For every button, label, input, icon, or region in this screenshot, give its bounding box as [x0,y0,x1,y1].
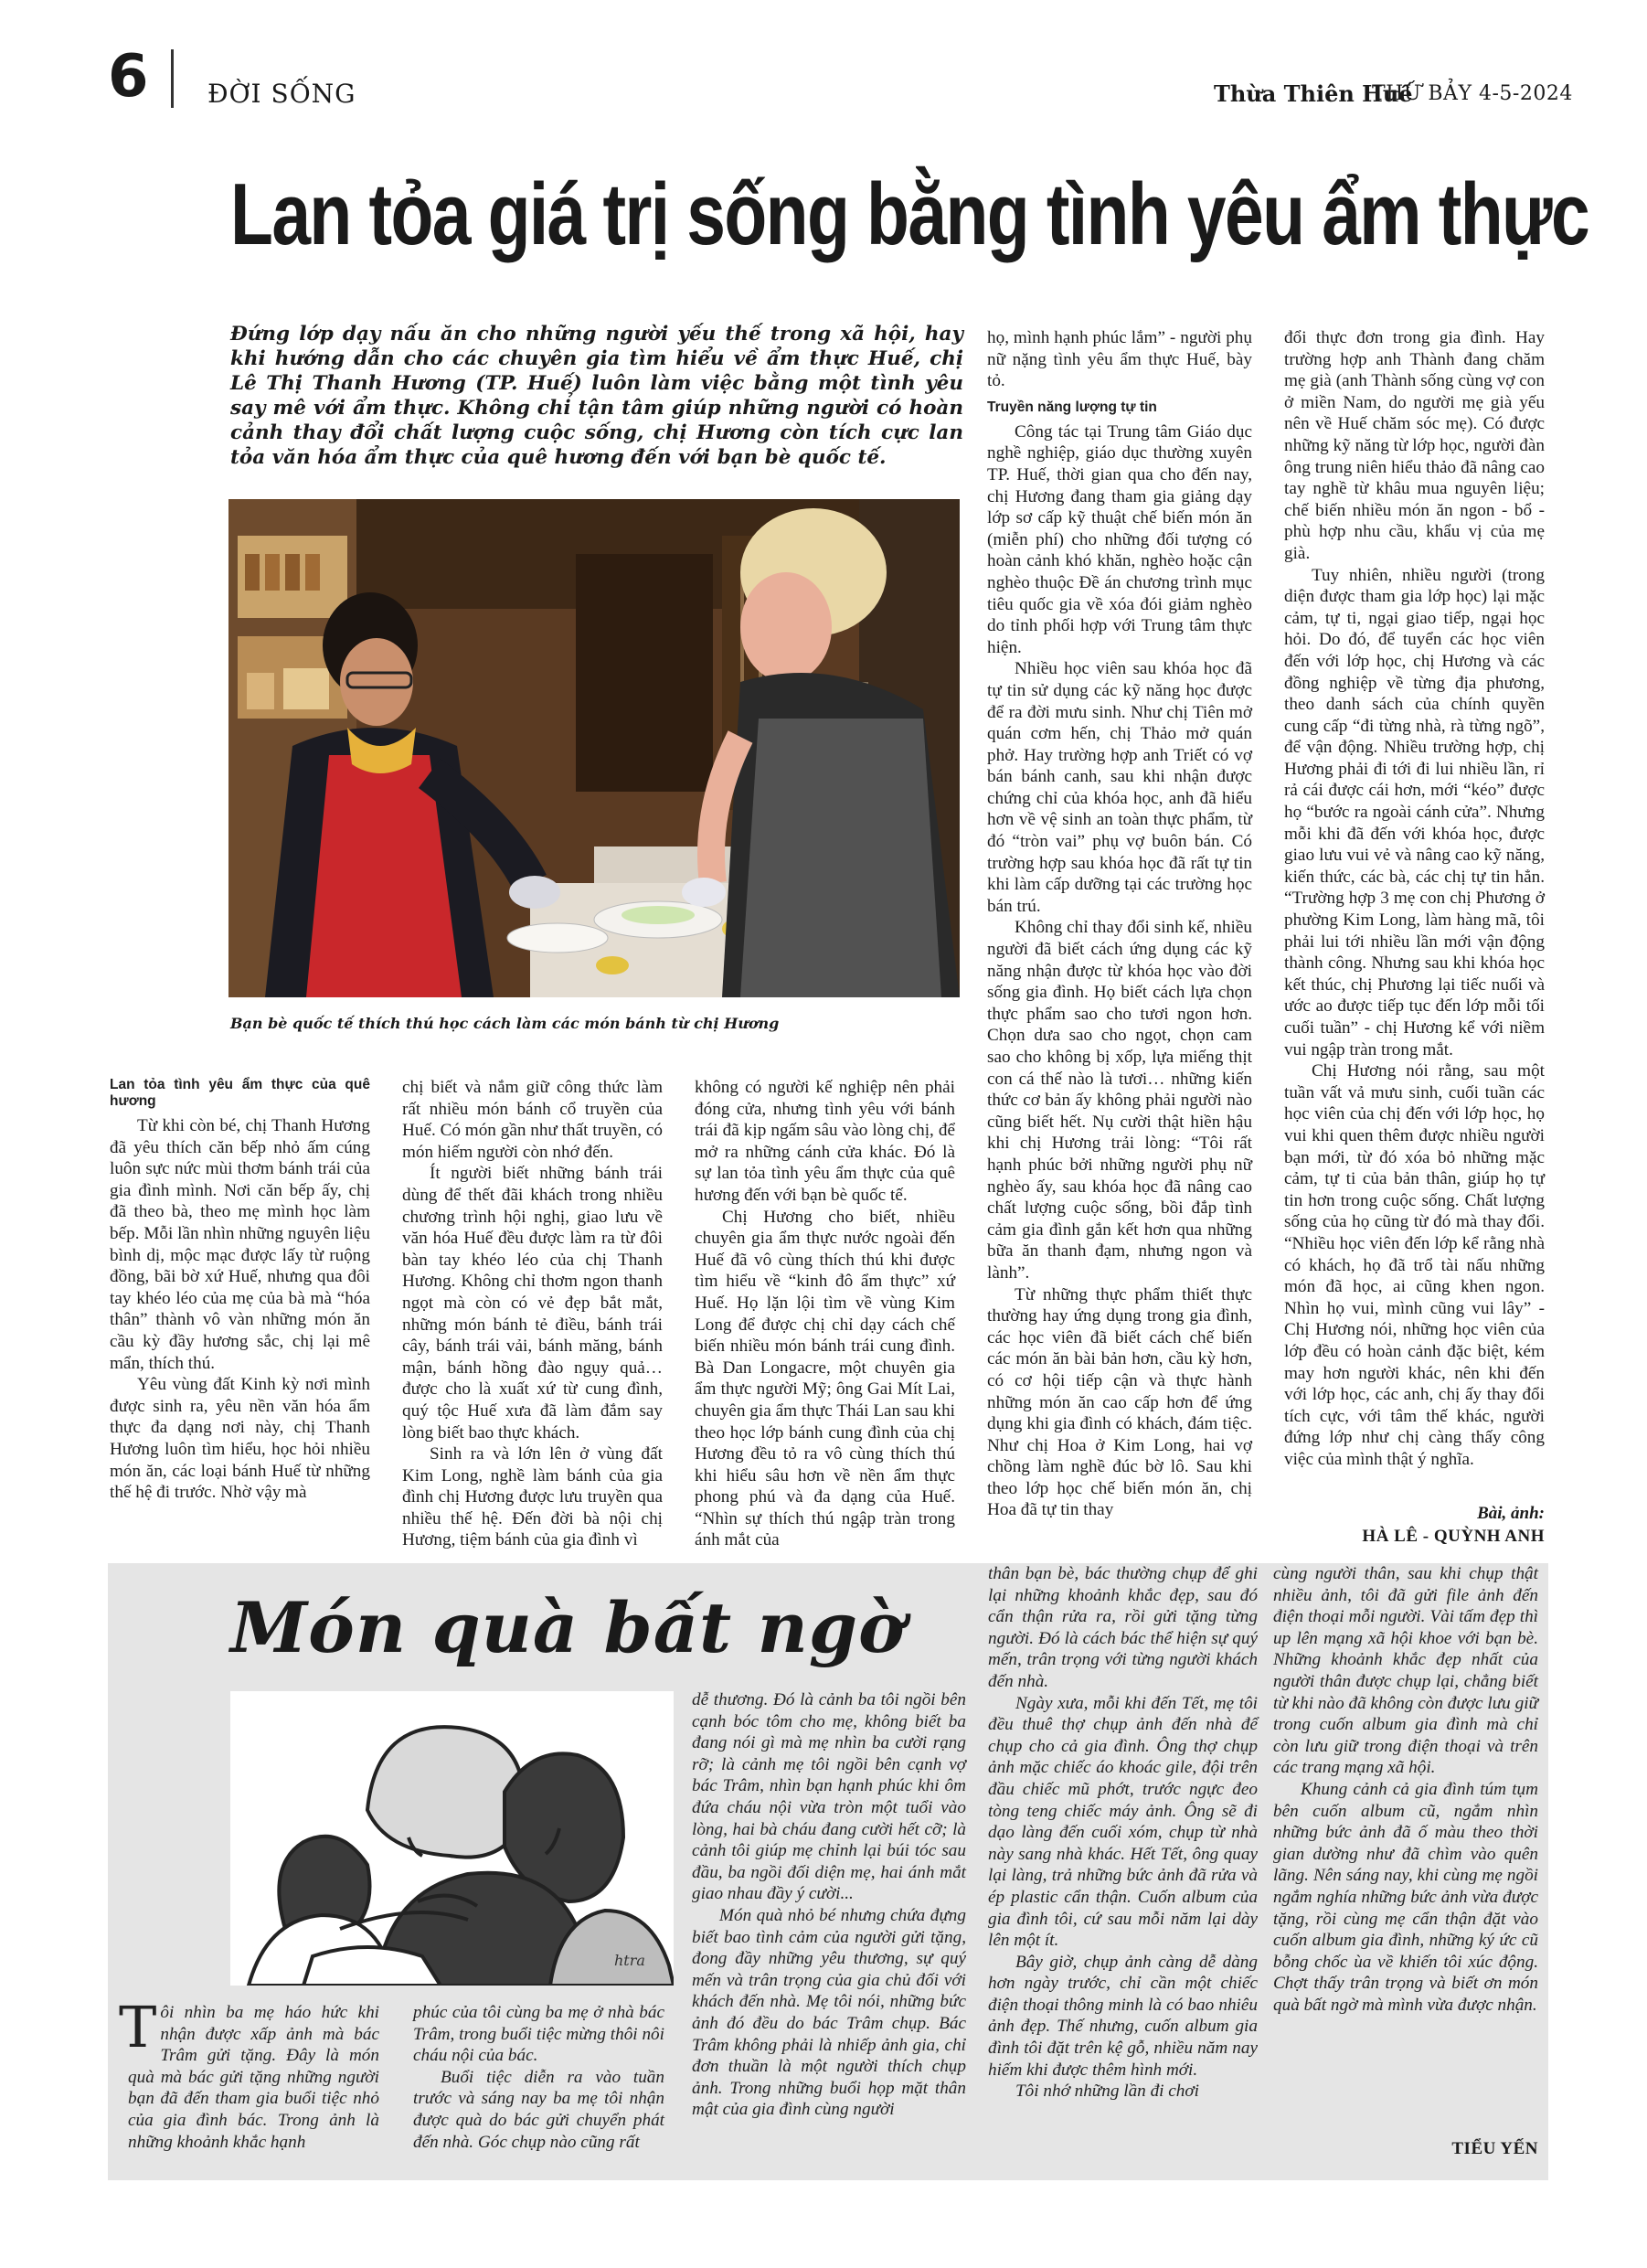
paragraph: Không chỉ thay đổi sinh kế, nhiều người đã biết cách ứng dụng các kỹ năng nhận được từ khóa học vào đời sống gia đình. Họ biết cách lựa chọn thực phẩm sao cho tươi ngon hơn. Chọn dưa sao cho ngọt, chọn cam sao cho không bị xốp, lựa miếng thịt con cá thế nào là tươi… những kiến thức cơ bản ấy không phải người nào cũng biết hết. Nụ cười thật hiền hậu khi chị Hương trải lòng: “Tôi rất hạnh phúc bởi những người phụ nữ nghèo ấy, sau khóa học đã nâng cao chất lượng cuộc sống, bồi đắp tình cảm gia đình gắn kết hơn qua những bữa ăn thanh đạm, nhưng ngon và lành”. [987,918,1252,1283]
paragraph: Chị Hương cho biết, nhiều chuyên gia ẩm thực nước ngoài đến Huế đã vô cùng thích thú khi được tìm hiểu về “kinh đô ẩm thực” xứ Huế. Họ lặn lội tìm về vùng Kim Long để được chị chỉ dạy cách chế biến nhiều món bánh trái cung đình. Bà Dan Longacre, một chuyên gia ẩm thực người Mỹ; ông Gai Mít Lai, chuyên gia ẩm thực Thái Lan sau khi theo học lớp bánh cung đình của chị Hương đều tỏ ra vô cùng thích thú khi hiểu sâu hơn về nền ẩm thực phong phú và đa dạng của Huế. “Nhìn sự thích thú ngập tràn trong ánh mắt của [695,1207,955,1550]
paragraph: Ít người biết những bánh trái dùng để thết đãi khách trong nhiều chương trình hội nghị, giao lưu về văn hóa Huế đều được làm ra từ đôi bàn tay khéo léo của chị Thanh Hương. Không chỉ thơm ngon thanh ngọt mà còn có vẻ đẹp bắt mắt, những món bánh tẻ điều, bánh trái cây, bánh trái vải, bánh măng, bánh mận, bánh hồng đào ngụy quả… được cho là xuất xứ từ cung đình, quý tộc Huế xưa đã làm đắm say lòng biết bao thực khách. [402,1164,663,1443]
paragraph: dễ thương. Đó là cảnh ba tôi ngồi bên cạnh bóc tôm cho mẹ, không biết ba đang nói gì mà mẹ nhìn ba cười rạng rỡ; là cảnh mẹ tôi ngồi bên cạnh vợ bác Trâm, nhìn bạn hạnh phúc khi ôm đứa cháu nội vừa tròn một tuổi vào lòng, hai bà cháu đang cười hết cỡ; là cảnh tôi giúp mẹ chỉnh lại búi tóc sau đầu, ba ngồi đối diện mẹ, hai ánh mắt giao nhau đầy ý cười... [692,1690,966,1904]
article-column-5 [1284,327,1545,1470]
article-lead: Đứng lớp dạy nấu ăn cho những người yếu thế trong xã hội, hay khi hướng dẫn cho các chuyên gia tìm hiểu về ẩm thực Huế, chị Lê Thị Thanh Hương (TP. Huế) luôn làm việc bằng một tình yêu say mê với ẩm thực. Không chỉ tận tâm giúp những người có hoàn cảnh thay đổi chất lượng cuộc sống, chị Hương còn tích cực lan tỏa văn hóa ẩm thực của quê hương đến với bạn bè quốc tế. [230,323,963,469]
feature-column-3 [692,1689,966,2121]
paragraph: chị biết và nắm giữ công thức làm rất nhiều món bánh cổ truyền của Huế. Có món gần như thất truyền, có món hiếm người còn nhớ đến. [402,1078,663,1162]
subhead-confidence: Truyền năng lượng tự tin [987,399,1157,415]
paragraph: Công tác tại Trung tâm Giáo dục nghề nghiệp, giáo dục thường xuyên TP. Huế, thời gian qua cho đến nay, chị Hương đang tham gia giảng dạy lớp sơ cấp kỹ thuật chế biến món ăn (miễn phí) cho những đối tượng có hoàn cảnh khó khăn, nghèo hoặc cận nghèo thuộc Đề án chương trình mục tiêu quốc gia về xóa đói giảm nghèo do tỉnh phối hợp với Trung tâm thực hiện. [987,421,1252,657]
paragraph: Sinh ra và lớn lên ở vùng đất Kim Long, nghề làm bánh của gia đình chị Hương được lưu truyền qua nhiều thế hệ. Đến đời bà nội chị Hương, tiệm bánh của gia đình vì [402,1444,663,1550]
byline-names: HÀ LÊ - QUỲNH ANH [1362,1527,1545,1546]
feature-column-1 [119,1994,379,2153]
main-photo [228,499,960,997]
paragraph: Tôi nhớ những lần đi chơi [1015,2082,1199,2102]
paragraph: Từ những thực phẩm thiết thực thường hay ứng dụng trong gia đình, các học viên đã biết cách chế biến các món ăn bài bản hơn, cầu kỳ hơn, có cơ hội tiếp cận và thực hành những món ăn cao cấp hơn để ứng dụng khi gia đình có khách, đám tiệc. Như chị Hoa ở Kim Long, hai vợ chồng làm nghề đúc bờ lô. Sau khi theo lớp học chế biến món ăn, chị Hoa đã tự tin thay [987,1284,1252,1520]
article-column-3 [695,1077,955,1551]
paragraph: Nhiều học viên sau khóa học đã tự tin sử dụng các kỹ năng học được để ra đời mưu sinh. Như chị Tiên mở quán cơm hến, chị Thảo mở quán phở. Hay trường hợp anh Triết có vợ bán bánh canh, sau khi nhận được chứng chỉ của khóa học, anh đã hiểu hơn về vệ sinh an toàn thực phẩm, từ đó “tròn vai” phụ vợ buôn bán. Có trường hợp sau khóa học đã rất tự tin khi làm cấp dưỡng tại các trường học bán trú. [987,659,1252,916]
paragraph: thân bạn bè, bác thường chụp để ghi lại những khoảnh khắc đẹp, sau đó cẩn thận rửa ra, rồi gửi tặng từng người. Đó là cách bác thể hiện sự quý mến, trân trọng với từng người khách đến nhà. [988,1564,1258,1691]
article-column-2 [402,1077,663,1551]
paragraph: Buổi tiệc diễn ra vào tuần trước và sáng nay ba mẹ tôi nhận được quà do bác gửi chuyển phát đến nhà. Góc chụp nào cũng rất [413,2067,664,2152]
paragraph: Yêu vùng đất Kinh kỳ nơi mình được sinh ra, yêu nền văn hóa ẩm thực đa dạng nơi này, chị Thanh Hương luôn tìm hiểu, học hỏi nhiều món ăn, các loại bánh Huế từ những thế hệ đi trước. Nhờ vậy mà [110,1375,370,1503]
article-column-1 [110,1077,370,1504]
paragraph: không có người kế nghiệp nên phải đóng cửa, nhưng tình yêu với bánh trái đã kịp ngấm sâu vào lòng chị, để mở ra những cánh cửa khác. Đó là sự lan tỏa tình yêu ẩm thực của quê hương đến với bạn bè quốc tế. [695,1078,955,1205]
header-divider [171,49,174,108]
dropcap: T [119,1994,157,2060]
issue-date: THỨ BẢY 4-5-2024 [1372,82,1573,105]
illustration-signature: htra [614,1952,645,1969]
section-name: ĐỜI SỐNG [207,79,356,109]
paragraph: họ, mình hạnh phúc lắm” - người phụ nữ nặng tình yêu ẩm thực Huế, bày tỏ. [987,328,1252,391]
feature-column-2 [413,2002,664,2153]
photo-caption: Bạn bè quốc tế thích thú học cách làm các món bánh từ chị Hương [230,1015,780,1032]
feature-illustration [230,1691,674,1986]
page-number: 6 [108,43,149,111]
feature-title: Món quà bất ngờ [230,1587,906,1668]
paragraph: Bây giờ, chụp ảnh càng dễ dàng hơn ngày trước, chỉ cần một chiếc điện thoại thông minh là có bao nhiêu ảnh đẹp. Thế nhưng, cuốn album gia đình tôi đặt trên kệ gỗ, nhiều năm nay hiếm khi được thêm hình mới. [988,1952,1258,2080]
feature-column-5 [1273,1563,1538,2016]
paragraph: Tuy nhiên, nhiều người (trong diện được tham gia lớp học) lại mặc cảm, tự ti, ngại giao tiếp, ngại học hỏi. Do đó, để tuyển các học viên đến với lớp học, chị Hương và các đồng nghiệp về từng địa phương, theo danh sách của chính quyền cung cấp “đi từng nhà, rà từng ngõ”, để vận động. Nhiều trường hợp, chị Hương phải đi tới đi lui nhiều lần, rỉ rả cái được cái hơn, mới “kéo” được họ “bước ra ngoài cánh cửa”. Nhưng mỗi khi đã đến với khóa học, được giao lưu vui vẻ và nâng cao kỹ năng, kiến thức, các bà, các chị tự tin hẳn. “Trường hợp 3 mẹ con chị Phương ở phường Kim Long, làm hàng mã, tôi phải lui tới nhiều lần mới vận động thành công. Nhưng sau khi khóa học kết thúc, chị Phương lại tiếc nuối và ước ao được tiếp tục đến lớp mỗi tối cuối tuần” - chị Hương kể với niềm vui ngập tràn trong mắt. [1284,565,1545,1059]
paragraph: Ngày xưa, mỗi khi đến Tết, mẹ tôi đều thuê thợ chụp ảnh đến nhà để chụp cho cả gia đình. Ông thợ chụp ảnh mặc chiếc áo khoác gile, đội trên đầu chiếc mũ phớt, trước ngực đeo tòng teng chiếc máy ảnh. Ông sẽ đi dạo làng đến cuối xóm, chụp từ nhà này sang nhà khác. Hết Tết, ông quay lại làng, trả những bức ảnh đã rửa và ép plastic cẩn thận. Cuốn album của gia đình tôi, cứ sau mỗi năm lại dày lên một ít. [988,1693,1258,1951]
article-headline: Lan tỏa giá trị sống bằng tình yêu ẩm thực [230,165,1589,263]
paragraph [119,1994,379,2153]
feature-column-4 [988,1563,1258,2103]
paragraph: Khung cảnh cả gia đình túm tụm bên cuốn album cũ, ngắm nhìn những bức ảnh đã ố màu theo thời gian dường như đã chìm vào quên lãng. Nên sáng nay, khi cùng mẹ ngồi ngắm nghía những bức ảnh vừa được tặng, rồi cùng mẹ cẩn thận đặt vào cuốn album gia đình, những ký ức cũ bỗng chốc ùa về khiến tôi xúc động. Chợt thấy trân trọng và biết ơn món quà bất ngờ mà mình vừa được nhận. [1273,1779,1538,2015]
paragraph: Từ khi còn bé, chị Thanh Hương đã yêu thích căn bếp nhỏ ấm cúng luôn sực nức mùi thơm bánh trái của gia đình mình. Nơi căn bếp ấy, chị đã theo bà, theo mẹ mình học làm bếp. Mỗi lần nhìn những nguyên liệu bình dị, mộc mạc được lấy từ ruộng đồng, bãi bờ xứ Huế, nhưng qua đôi tay khéo léo của mẹ của bà mà “hóa thân” thành vô vàn những món ăn cầu kỳ đầy hương sắc, chị lại mê mẩn, thích thú. [110,1116,370,1373]
byline-role: Bài, ảnh: [1477,1504,1545,1523]
subhead-love-of-cuisine: Lan tỏa tình yêu ẩm thực của quê hương [110,1077,370,1109]
paragraph-text: ôi nhìn ba mẹ háo hức khi nhận được xấp ảnh mà bác Trâm gửi tặng. Đây là món quà mà bác gửi tặng những người bạn đã đến tham gia buổi tiệc nhỏ của gia đình bác. Trong ảnh là những khoảnh khắc hạnh [128,2003,379,2152]
paragraph: phúc của tôi cùng ba mẹ ở nhà bác Trâm, trong buổi tiệc mừng thôi nôi cháu nội của bác. [413,2003,664,2066]
paragraph: Chị Hương nói rằng, sau một tuần vất vả mưu sinh, cuối tuần các học viên của chị đến với lớp học, họ vui khi quen thêm được nhiều người bạn mới, từ đó xóa bỏ những mặc cảm, tự ti của bản thân, giúp họ tự tin hơn trong cuộc sống. Chất lượng sống của họ cũng từ đó mà thay đổi. “Nhiều học viên đến lớp kể rằng nhà có khách, họ đã trổ tài nấu những món đã học, ai cũng khen ngon. Nhìn họ vui, mình cũng vui lây” - Chị Hương nói, những học viên của lớp đều có hoàn cảnh đặc biệt, kém may hơn người khác, nên khi đến với lớp học, các anh, chị ấy thay đổi tích cực, với tâm thế khác, người đứng lớp như chị càng thấy công việc của mình thật ý nghĩa. [1284,1061,1545,1469]
paragraph: đổi thực đơn trong gia đình. Hay trường hợp anh Thành đang chăm mẹ già (anh Thành sống cùng vợ con ở miền Nam, do người mẹ già yếu nên về Huế chăm sóc mẹ). Có được những kỹ năng từ lớp học, người đàn ông trung niên hiểu thảo đã nâng cao tay nghề từ khâu mua nguyên liệu; chế biến nhiều món ăn ngon - bổ - phù hợp nhu cầu, khẩu vị của mẹ già. [1284,328,1545,563]
article-column-4 [987,327,1252,1521]
paragraph: Món quà nhỏ bé nhưng chứa đựng biết bao tình cảm của người gửi tặng, đong đầy những yêu thương, sự quý mến và trân trọng của gia chủ đối với khách đến nhà. Mẹ tôi nói, những bức ảnh đó đều do bác Trâm chụp. Bác Trâm không phải là nhiếp ảnh gia, chỉ đơn thuần là một người thích chụp ảnh. Trong những buổi họp mặt thân mật của gia đình cùng người [692,1905,966,2120]
paragraph: cùng người thân, sau khi chụp thật nhiều ảnh, tôi đã gửi file ảnh đến điện thoại mỗi người. Vài tấm đẹp thì up lên mạng xã hội khoe với bạn bè. Những khoảnh khắc đẹp nhất của người thân được chụp lại, chẳng biết từ khi nào đã không còn được lưu giữ trong cuốn album gia đình mà chỉ còn lưu giữ trong điện thoại và trên các trang mạng xã hội. [1273,1564,1538,1778]
feature-author: TIỂU YẾN [1451,2139,1538,2158]
newspaper-name: Thừa Thiên Huế [1214,80,1413,107]
